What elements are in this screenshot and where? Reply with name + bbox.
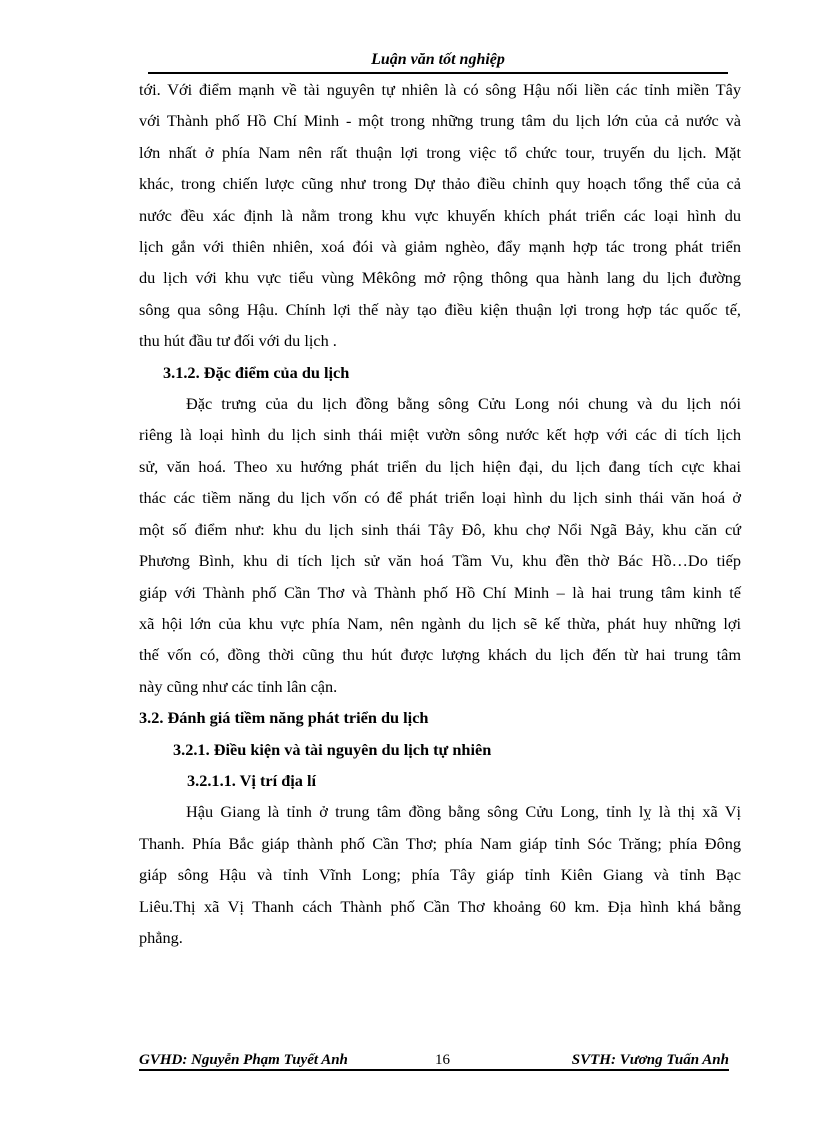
text-line: thu hút đầu tư đối với du lịch . <box>139 331 337 351</box>
text-line: này cũng như các tỉnh lân cận. <box>139 676 338 696</box>
text-line: Thanh. Phía Bắc giáp thành phố Cần Thơ; phía Nam giáp tỉnh Sóc Trăng; phía Đông <box>139 833 741 853</box>
paragraph-1 <box>139 74 741 357</box>
text-line: Liêu.Thị xã Vị Thanh cách Thành phố Cần Thơ khoảng 60 km. Địa hình khá bằng <box>139 896 741 916</box>
page-header <box>148 50 728 74</box>
text-line: Hậu Giang là tỉnh ở trung tâm đồng bằng sông Cửu Long, tỉnh lỵ là thị xã Vị <box>186 802 741 822</box>
text-line: một số điểm như: khu du lịch sinh thái Tây Đô, khu chợ Nổi Ngã Bảy, khu căn cứ <box>139 519 741 539</box>
text-line: giáp với Thành phố Cần Thơ và Thành phố Hồ Chí Minh – là hai trung tâm kinh tế <box>139 582 741 602</box>
text-line: Đặc trưng của du lịch đồng bằng sông Cửu Long nói chung và du lịch nói <box>186 394 741 414</box>
footer-rule <box>139 1069 729 1071</box>
text-line: sông qua sông Hậu. Chính lợi thế này tạo điều kiện thuận lợi trong hợp tác quốc tế, <box>139 299 741 319</box>
footer-advisor: GVHD: Nguyễn Phạm Tuyết Anh <box>139 1052 348 1068</box>
section-heading-3-2: 3.2. Đánh giá tiềm năng phát triển du lịch <box>139 708 429 728</box>
section-heading-3-2-1-1: 3.2.1.1. Vị trí địa lí <box>187 770 317 790</box>
paragraph-3 <box>139 796 741 953</box>
text-line: Phương Bình, khu di tích lịch sử văn hoá Tầm Vu, khu đền thờ Bác Hồ…Do tiếp <box>139 551 741 571</box>
text-line: giáp sông Hậu và tỉnh Vĩnh Long; phía Tây giáp tỉnh Kiên Giang và tỉnh Bạc <box>139 865 741 885</box>
page-footer <box>139 1052 729 1070</box>
section-heading-3-2-1: 3.2.1. Điều kiện và tài nguyên du lịch tự nhiên <box>173 739 492 759</box>
text-line: riêng là loại hình du lịch sinh thái miệt vườn sông nước kết hợp với các di tích lịch <box>139 425 741 445</box>
text-line: du lịch với khu vực tiểu vùng Mêkông mở rộng thông qua hành lang du lịch đường <box>139 268 741 288</box>
header-title: Luận văn tốt nghiệp <box>371 51 505 68</box>
text-line: thác các tiềm năng du lịch vốn có để phát triển loại hình du lịch sinh thái văn hoá ở <box>139 488 741 508</box>
text-line: nước đều xác định là nằm trong khu vực khuyến khích phát triển các loại hình du <box>139 205 741 225</box>
section-heading-3-1-2: 3.1.2. Đặc điểm của du lịch <box>163 362 350 382</box>
page-number: 16 <box>435 1052 450 1068</box>
paragraph-2 <box>139 388 741 702</box>
text-line: sử, văn hoá. Theo xu hướng phát triển du lịch hiện đại, du lịch đang tích cực khai <box>139 456 741 476</box>
text-line: lịch gắn với thiên nhiên, xoá đói và giảm nghèo, đẩy mạnh hợp tác trong phát triển <box>139 237 741 257</box>
text-line: thế vốn có, đồng thời cũng thu hút được lượng khách du lịch đến từ hai trung tâm <box>139 645 741 665</box>
footer-student: SVTH: Vương Tuấn Anh <box>571 1052 729 1068</box>
page-body <box>139 74 741 953</box>
text-line: lớn nhất ở phía Nam nên rất thuận lợi trong việc tổ chức tour, truyến du lịch. Mặt <box>139 142 741 162</box>
text-line: tới. Với điểm mạnh về tài nguyên tự nhiên là có sông Hậu nối liền các tỉnh miền Tây <box>139 80 741 99</box>
text-line: khác, trong chiến lược cũng như trong Dự thảo điều chỉnh quy hoạch tổng thể của cả <box>139 174 741 194</box>
text-line: phẳng. <box>139 927 183 947</box>
text-line: với Thành phố Hồ Chí Minh - một trong những trung tâm du lịch lớn của cả nước và <box>139 111 741 131</box>
text-line: xã hội lớn của khu vực phía Nam, nên ngành du lịch sẽ kế thừa, phát huy những lợi <box>139 613 741 633</box>
